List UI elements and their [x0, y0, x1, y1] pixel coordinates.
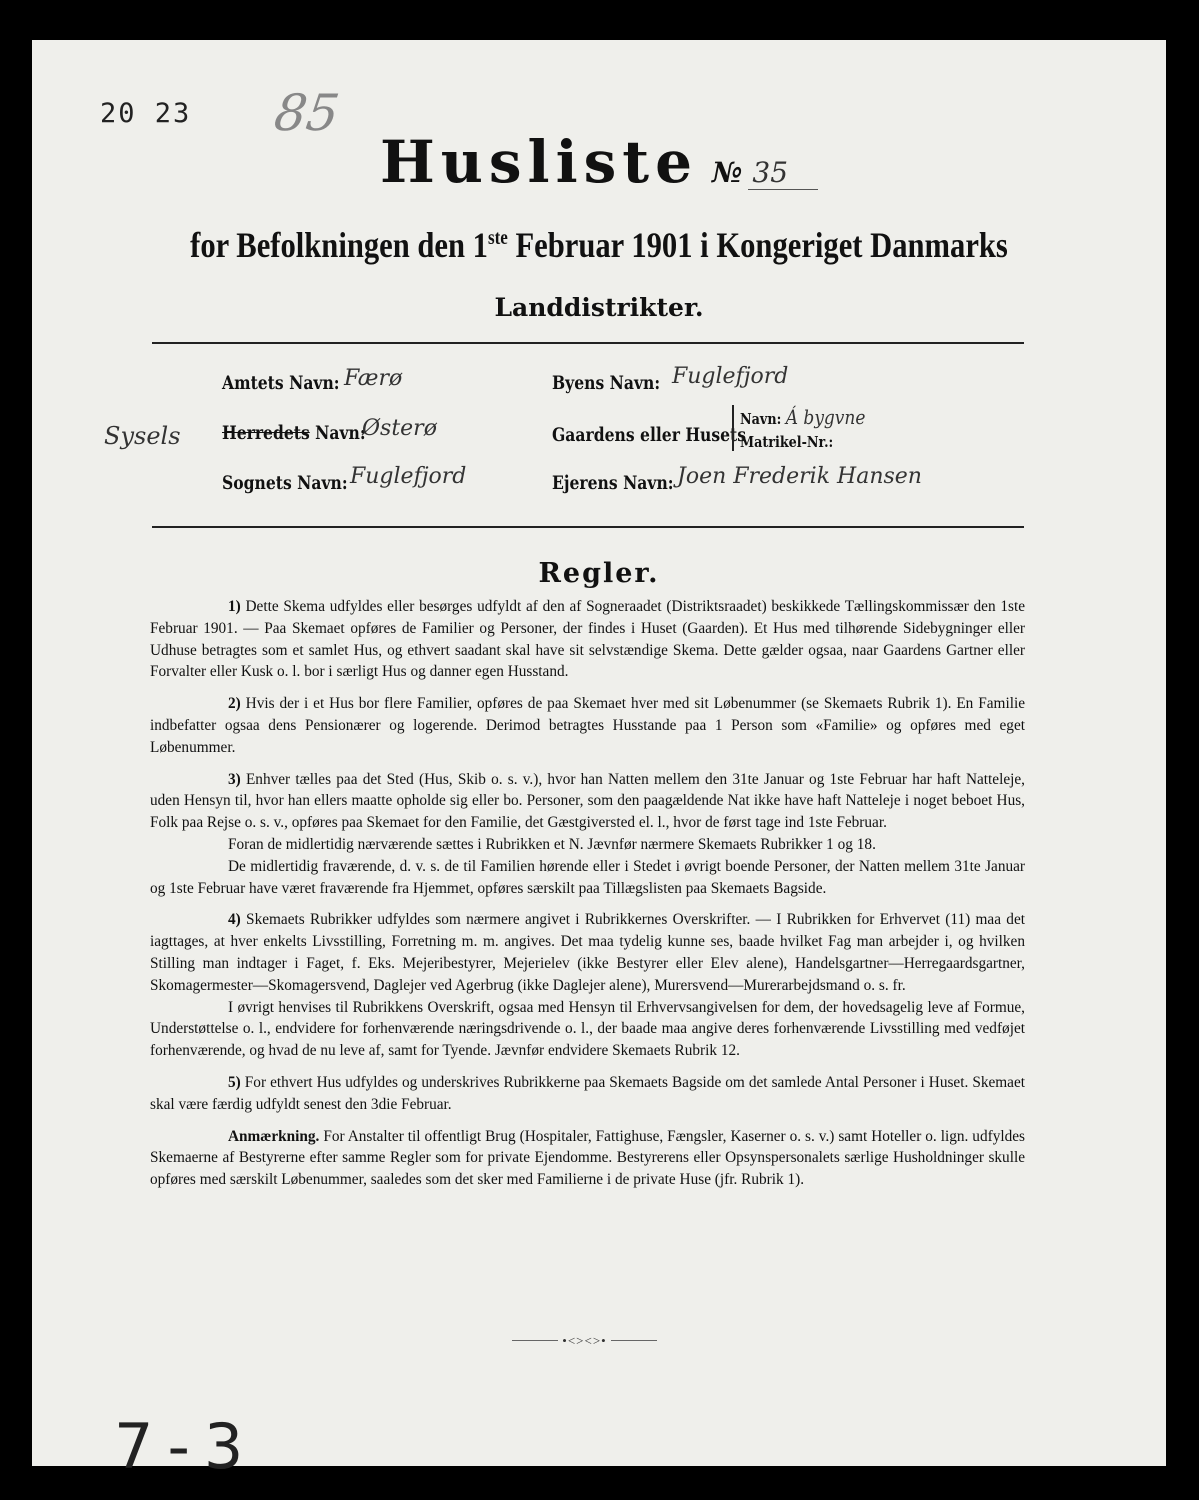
herred-struck: Herredets [222, 422, 310, 444]
rule-1-number: 1) [228, 598, 241, 615]
subtitle-pre: for Befolkningen den 1 [190, 225, 488, 265]
rule-1-text: Dette Skema udfyldes eller besørges udfyldt af den af Sogneraadet (Distriktsraadet) beskikkede Tællingskommissær den 1ste Februar 1901. — Paa Skemaet opføres de Familier og Personer, der findes i Huset (Gaarden). Et Hus med tilhørende Sidebygninger eller Udhuse betragtes som et samlet Hus, og ethvert saadant skal have sit selvstændige Skema. Dette gælder ogsaa, naar Gaardens Gartner eller Forvalter eller Kusk o. l. bor i særligt Hus og danner egen Husstand. [150, 598, 1025, 681]
rule-5 [150, 1072, 1025, 1116]
ejer-label: Ejerens Navn: [552, 472, 674, 494]
note-label: Anmærkning. [228, 1127, 320, 1145]
rule-4-number: 4) [228, 911, 241, 929]
rule-4b: I øvrigt henvises til Rubrikkens Overskrift, ogsaa med Hensyn til Erhvervsangivelsen for dem, der hovedsagelig leve af Formue, Understøttelse o. l., endvidere for forhenværende næringsdrivende o. l., der baade maa angive deres forhenværende Livsstilling med vedføjet forhenværende, og hvad de nu leve af, samt for Tyende. Jævnfør endvidere Skemaets Rubrik 12. [150, 998, 1025, 1060]
amt-label: Amtets Navn: [222, 372, 340, 394]
by-value: Fuglefjord [672, 364, 789, 389]
bottom-handwritten-number: 7-3 [114, 1410, 258, 1483]
rule-2-text: Hvis der i et Hus bor flere Familier, opføres de paa Skemaet hver med sit Løbenummer (se Skemaets Rubrik 1). En Familie indbefatter ogsaa dens Pensionærer og logerende. Derimod betragtes Husstande paa 1 Person som «Familie» og opføres med eget Løbenummer. [150, 695, 1025, 756]
subtitle-sup: ste [487, 227, 508, 249]
subtitle-post: Februar 1901 i Kongeriget Danmarks [507, 225, 1008, 265]
rule-1 [150, 596, 1025, 683]
ejer-value: Joen Frederik Hansen [677, 464, 922, 489]
archive-number: 20 23 [100, 98, 192, 129]
district-heading: Landdistrikter. [494, 293, 704, 322]
rule-3-number: 3) [228, 770, 241, 788]
rule-3c: De midlertidig fraværende, d. v. s. de til Familien hørende eller i Stedet i øvrigt boende Personer, der Natten mellem 31te Januar og 1ste Februar have været fraværende fra Hjemmet, opføres særskilt paa Tillægslisten paa Skemaets Bagside. [150, 857, 1025, 897]
sogn-label: Sognets Navn: [222, 472, 348, 494]
rule-4 [150, 909, 1025, 996]
rule-5-number: 5) [228, 1073, 241, 1091]
form-title: Husliste [379, 128, 698, 196]
rule-3-text: Enhver tælles paa det Sted (Hus, Skib o. s. v.), hvor han Natten mellem den 31te Januar og 1ste Februar har haft Natteleje, uden Hensyn til, hvor han ellers maatte opholde sig eller bo. Personer, som den paagældende Nat ikke have haft Natteleje i noget beboet Hus, Folk paa Rejse o. s. v., opføres paa Skemaet for den Familie, det Gæstgiversted el. l., hvor de først tage ind 1ste Februar. [150, 770, 1025, 832]
sogn-value: Fuglefjord [350, 464, 467, 489]
title-row [32, 128, 1166, 196]
note-text: For Anstalter til offentligt Brug (Hospitaler, Fattighuse, Fængsler, Kaserner o. s. v.) samt Hoteller o. lign. udfyldes Skemaerne af Bestyrerne efter samme Regler som for private Ejendomme. Bestyrerens eller Opsynspersonalets særlige Husholdninger skulle opføres med særskilt Løbenummer, saaledes som det sker med Familierne i de private Huse (jfr. Rubrik 1). [150, 1127, 1025, 1189]
gaard-label: Gaardens eller Husets [552, 424, 747, 446]
rules-body [150, 596, 1025, 1191]
rule-3 [150, 769, 1025, 834]
number-sign: № [711, 156, 743, 189]
rule-5-text: For ethvert Hus udfyldes og underskrives Rubrikkerne paa Skemaets Bagside om det samlede Antal Personer i Huset. Skemaet skal være færdig udfyldt senest den 3die Februar. [150, 1073, 1025, 1113]
list-number: 35 [748, 156, 818, 190]
form-subtitle [117, 224, 1081, 266]
gaard-navn-label-text: Navn: [740, 410, 782, 428]
rule-4-text: Skemaets Rubrikker udfyldes som nærmere angivet i Rubrikkernes Overskrifter. — I Rubrikken for Erhvervet (11) maa det iagttages, at hver enkelts Livsstilling, Forretning m. m. angives. Det maa tydelig kunne ses, baade hvilket Fag man arbejder i, og hvilken Stilling man indtager i Faget, f. Eks. Mejeribestyrer, Mejerielev (ikke Bestyrer eller Elev alene), Handelsgartner—Herregaardsgartner, Skomagermester—Skomagersvend, Daglejer ved Agerbrug (ikke Daglejer alene), Murersvend—Murerarbejdsmand o. s. fr. [150, 911, 1025, 994]
herred-margin-note: Sysels [104, 422, 181, 450]
herred-label-text: Navn: [309, 422, 366, 444]
note [150, 1126, 1025, 1191]
rule-2-number: 2) [228, 695, 241, 713]
gaard-navn-value: Á bygvne [785, 405, 866, 429]
pencil-number: 85 [270, 84, 343, 142]
top-divider [152, 342, 1024, 344]
gaard-navn-label [740, 405, 865, 429]
rule-2 [150, 693, 1025, 758]
by-label: Byens Navn: [552, 372, 661, 394]
bottom-divider [152, 526, 1024, 528]
rules-heading: Regler. [538, 558, 660, 589]
gaard-matrikel-label: Matrikel-Nr.: [740, 433, 834, 451]
rule-3b: Foran de midlertidig nærværende sættes i Rubrikken et N. Jævnfør nærmere Skemaets Rubrikker 1 og 18. [228, 835, 876, 853]
ornament-divider [512, 1333, 657, 1348]
census-form-page [32, 40, 1166, 1483]
herred-value: Østerø [362, 416, 437, 441]
amt-value: Færø [344, 366, 403, 391]
ornament-glyph: •<><>• [558, 1333, 610, 1348]
gaard-brace [732, 405, 888, 451]
herred-label [222, 422, 366, 444]
